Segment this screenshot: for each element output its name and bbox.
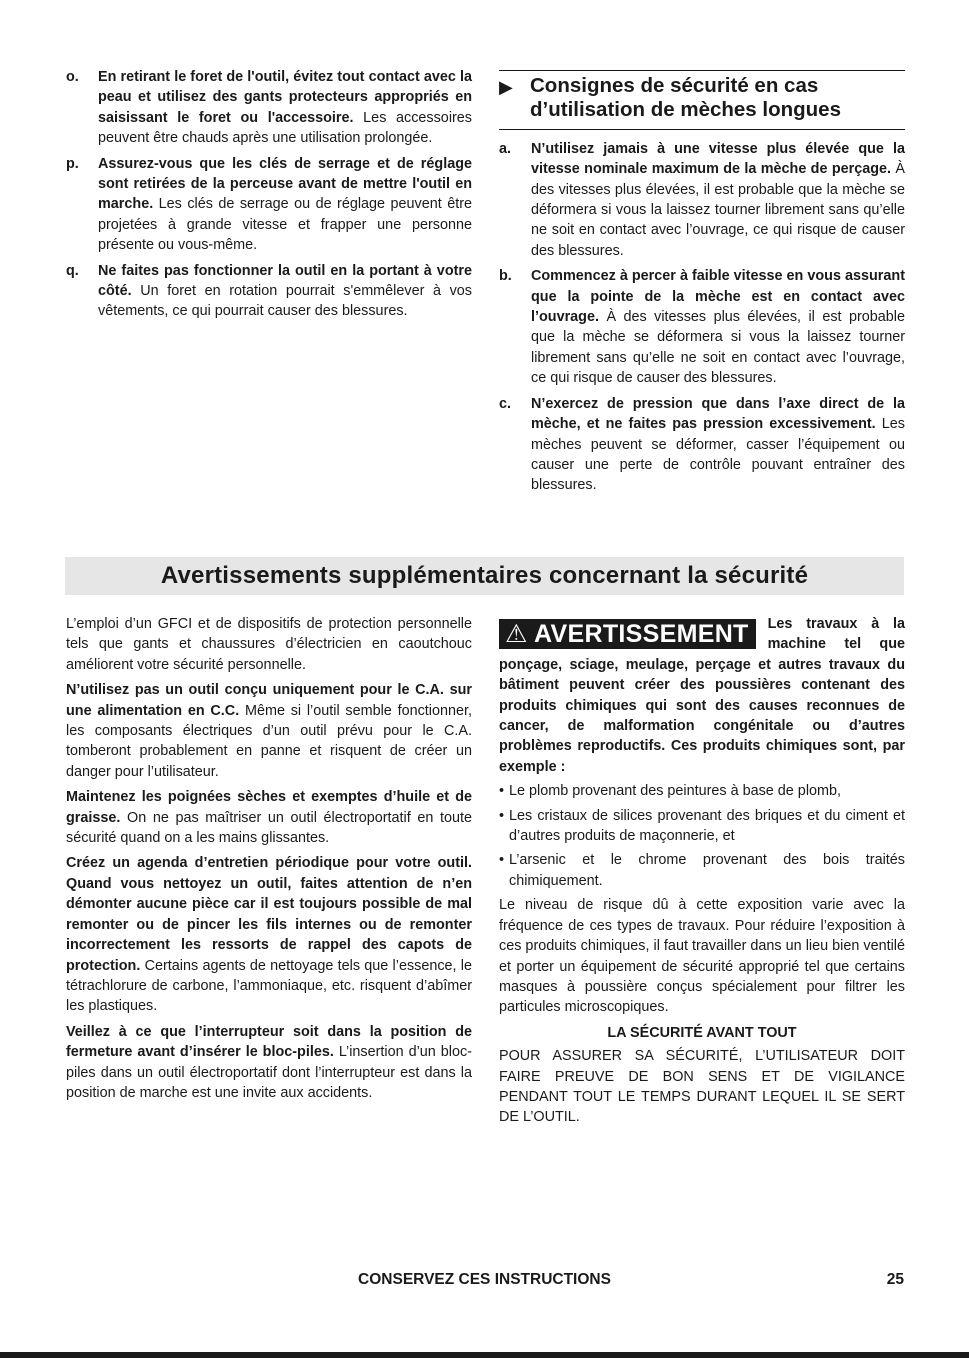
safety-first-heading: LA SÉCURITÉ AVANT TOUT [607, 1024, 797, 1041]
item-bold-text: N’exercez de pression que dans l’axe direct de la mèche, et ne faites pas pression excessivement. [531, 395, 905, 433]
bullet-dot: • [499, 783, 505, 800]
item-letter: o. [66, 69, 79, 85]
warning-triangle-icon: ⚠ [505, 620, 528, 648]
paragraph-switch [66, 1022, 472, 1104]
bottom-rule [0, 1352, 969, 1358]
paragraph-handles [66, 787, 472, 848]
warning-badge-label: AVERTISSEMENT [534, 620, 749, 648]
item-text: Les clés de serrage ou de réglage peuvent être projetées à grande vitesse et frapper une personne présente ou vous-même. [98, 196, 472, 254]
safety-item-q [66, 261, 472, 322]
paragraph-maintenance [66, 853, 472, 1016]
bullet-dot: • [499, 807, 505, 824]
warning-badge [499, 619, 756, 649]
item-bold-text: Assurez-vous que les clés de serrage et de réglage sont retirées de la perceuse avant de mettre l'outil en marche. [98, 155, 472, 213]
long-bit-item-a [499, 139, 905, 261]
paragraph-bold-text: Maintenez les poignées sèches et exemptes d’huile et de graisse. [66, 789, 472, 826]
item-letter: p. [66, 155, 79, 172]
footer-title: CONSERVEZ CES INSTRUCTIONS [358, 1271, 611, 1288]
item-bold-text: Commencez à percer à faible vitesse en vous assurant que la pointe de la mèche est en contact avec l’ouvrage. [531, 268, 905, 326]
paragraph-ac-dc [66, 680, 472, 782]
paragraph-text: Certains agents de nettoyage tels que l’essence, le tétrachlorure de carbone, l’ammoniaque, etc. risquent d’abîmer les plastiques. [66, 957, 472, 1015]
bullet-text: Le plomb provenant des peintures à base de plomb, [509, 783, 842, 800]
paragraph-text: On ne pas maîtriser un outil électroportatif en toute sécurité quand on a les mains glissantes. [66, 809, 472, 847]
long-bits-section [499, 70, 905, 501]
section-banner [65, 557, 904, 595]
bullet-text: Les cristaux de silices provenant des briques et du ciment et d’autres produits de maçonnerie, et [509, 807, 905, 845]
item-text: À des vitesses plus élevées, il est probable que la mèche se déformera si vous la laissez tourner librement sans qu’elle ne soit en contact avec l’ouvrage, ce qui risque de causer des blessures. [531, 309, 905, 387]
safety-first-text: POUR ASSURER SA SÉCURITÉ, L’UTILISATEUR DOIT FAIRE PREUVE DE BON SENS ET DE VIGILANCE PENDANT TOUT LE TEMPS DURANT LEQUEL IL SE SERT DE L’OUTIL. [499, 1048, 905, 1126]
item-letter: c. [499, 395, 512, 412]
paragraph-gfci [66, 614, 472, 675]
paragraph-bold-text: N’utilisez pas un outil conçu uniquement pour le C.A. sur une alimentation en C.C. [66, 682, 472, 719]
warning-bullet [499, 850, 905, 891]
long-bit-item-c [499, 394, 905, 496]
paragraph-text: L’insertion d’un bloc-piles dans un outil électroportatif dont l’interrupteur est dans la position de marche est une invite aux accidents. [66, 1044, 472, 1101]
paragraph-bold-text: Créez un agenda d’entretien périodique pour votre outil. Quand vous nettoyez un outil, faites attention de n’en démonter aucune pièce car il est toujours possible de mal remonter ou de pincer les fils internes ou de remonter incorrectement les ressorts de rappel des capots de protection. [66, 855, 472, 974]
warning-bullet [499, 806, 905, 847]
exposure-paragraph: Le niveau de risque dû à cette exposition varie avec la fréquence de ces types de travaux. Pour réduire l’exposition à ces produits chimiques, il faut travailler dans un lieu bien ventilé et porter un équipement de sécurité approprié tel que certains masques à poussière conçus spécialement pour filtrer les particules microscopiques. [499, 897, 905, 1016]
bullet-text: L’arsenic et le chrome provenant des bois traités chimiquement. [509, 852, 905, 889]
warning-text: Les travaux à la machine tel que ponçage, sciage, meulage, perçage et autres travaux du bâtiment peuvent créer des poussières contenant des produits chimiques qui sont des causes reconnues de cancer, de malformation congénitale ou d’autres problèmes reproductifs. Ces produits chimiques sont, par exemple : [499, 616, 905, 775]
bullet-dot: • [499, 852, 505, 869]
warning-bullet [499, 781, 905, 801]
item-bold-text: En retirant le foret de l'outil, évitez tout contact avec la peau et utilisez des gants protecteurs appropriés en saisissant le foret ou l'accessoire. [98, 69, 472, 126]
item-bold-text: N’utilisez jamais à une vitesse plus élevée que la vitesse nominale maximum de la mèche de perçage. [531, 140, 905, 178]
paragraph-text: L’emploi d’un GFCI et de dispositifs de protection personnelle tels que gants et chaussures d’électricien en caoutchouc améliorent votre sécurité personnelle. [66, 616, 472, 673]
item-text: Les accessoires peuvent être chauds après une utilisation prolongée. [98, 109, 473, 147]
item-text: À des vitesses plus élevées, il est probable que la mèche se déformera si vous la laissez tourner librement sans qu’elle ne soit en contact avec l’ouvrage, ce qui risque de causer des blessures. [531, 161, 905, 259]
paragraph-text: Même si l’outil semble fonctionner, les composants électriques d’un outil prévu pour le C.A. tomberont probablement en panne et risquent de créer un danger pour l’utilisateur. [66, 702, 472, 780]
section-title: Consignes de sécurité en cas d’utilisation de mèches longues [530, 74, 841, 122]
item-bold-text: Ne faites pas fonctionner la outil en la portant à votre côté. [98, 262, 472, 300]
warning-column [499, 614, 905, 1128]
safety-item-p [66, 154, 472, 256]
item-text: Un foret en rotation pourrait s'emmêlever à vos vêtements, ce qui pourrait causer des blessures. [98, 283, 472, 320]
bottom-left-column [66, 614, 472, 1108]
item-letter: b. [499, 268, 512, 285]
item-text: Les mèches peuvent se déformer, casser l’équipement ou causer une perte de contrôle pouvant entraîner des blessures. [531, 416, 905, 494]
page-number: 25 [886, 1271, 904, 1288]
item-letter: q. [66, 262, 79, 279]
long-bit-item-b [499, 266, 905, 388]
banner-title: Avertissements supplémentaires concernant la sécurité [160, 562, 809, 589]
top-left-column [66, 67, 472, 327]
section-heading [499, 70, 905, 130]
safety-item-o [66, 67, 472, 149]
paragraph-bold-text: Veillez à ce que l’interrupteur soit dans la position de fermeture avant d’insérer le bloc-piles. [66, 1023, 472, 1061]
triangle-bullet-icon: ▶ [499, 77, 513, 97]
item-letter: a. [499, 140, 512, 157]
